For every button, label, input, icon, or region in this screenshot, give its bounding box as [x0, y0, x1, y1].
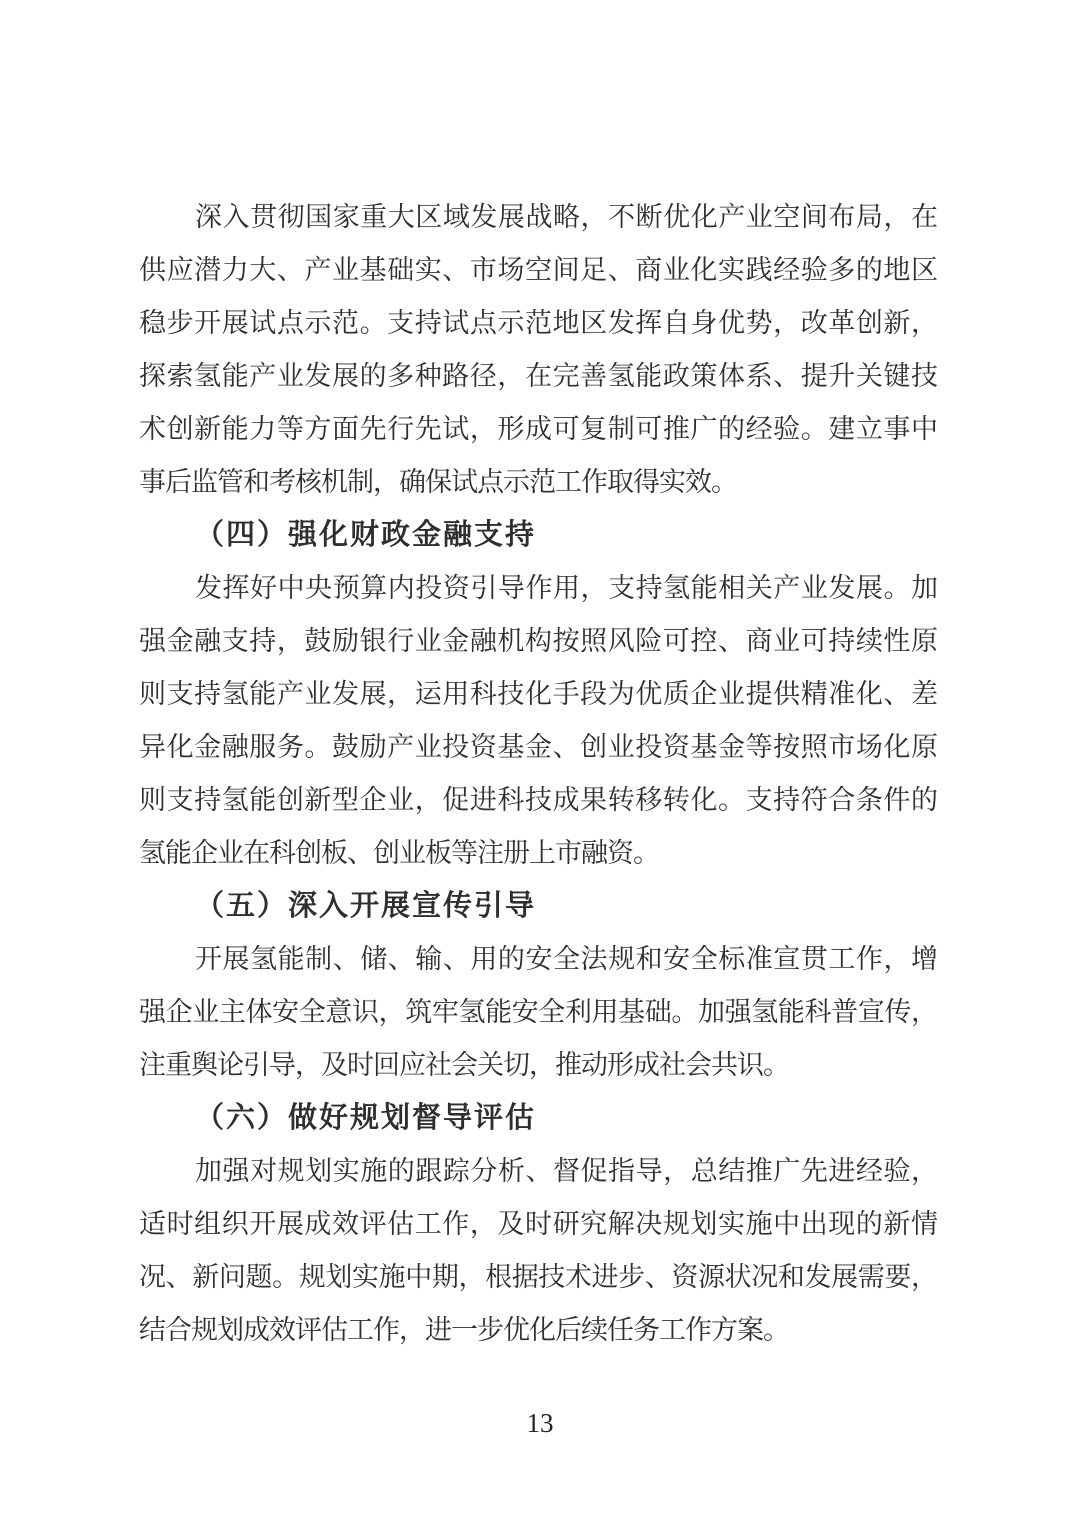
text-block [139, 191, 937, 1357]
paragraph-line: 适时组织开展成效评估工作，及时研究解决规划实施中出现的新情 [139, 1209, 937, 1239]
section-heading-6: （六）做好规划督导评估 [195, 1102, 537, 1134]
paragraph-line: 注重舆论引导，及时回应社会关切，推动形成社会共识。 [139, 1050, 789, 1080]
page-number: 13 [526, 1408, 554, 1438]
paragraph-line: 发挥好中央预算内投资引导作用，支持氢能相关产业发展。加 [195, 573, 937, 603]
paragraph-line: 开展氢能制、储、输、用的安全法规和安全标准宣贯工作，增 [195, 944, 937, 974]
paragraph-line: 加强对规划实施的跟踪分析、督促指导，总结推广先进经验， [195, 1156, 937, 1186]
paragraph-line: 术创新能力等方面先行先试，形成可复制可推广的经验。建立事中 [139, 414, 937, 444]
paragraph-line: 深入贯彻国家重大区域发展战略，不断优化产业空间布局，在 [195, 202, 937, 232]
paragraph-line: 强企业主体安全意识，筑牢氢能安全利用基础。加强氢能科普宣传， [139, 997, 937, 1027]
paragraph-line: 探索氢能产业发展的多种路径，在完善氢能政策体系、提升关键技 [139, 361, 937, 391]
paragraph-line: 供应潜力大、产业基础实、市场空间足、商业化实践经验多的地区 [139, 255, 937, 285]
paragraph-line: 氢能企业在科创板、创业板等注册上市融资。 [139, 838, 659, 868]
paragraph-line: 况、新问题。规划实施中期，根据技术进步、资源状况和发展需要， [139, 1262, 937, 1292]
paragraph-line: 结合规划成效评估工作，进一步优化后续任务工作方案。 [139, 1315, 789, 1345]
paragraph-line: 异化金融服务。鼓励产业投资基金、创业投资基金等按照市场化原 [139, 732, 937, 762]
paragraph-line: 则支持氢能创新型企业，促进科技成果转移转化。支持符合条件的 [139, 785, 937, 815]
paragraph-line: 稳步开展试点示范。支持试点示范地区发挥自身优势，改革创新， [139, 308, 937, 338]
paragraph-line: 强金融支持，鼓励银行业金融机构按照风险可控、商业可持续性原 [139, 626, 937, 656]
section-heading-5: （五）深入开展宣传引导 [195, 890, 537, 922]
paragraph-line: 则支持氢能产业发展，运用科技化手段为优质企业提供精准化、差 [139, 679, 937, 709]
section-heading-4: （四）强化财政金融支持 [195, 519, 537, 551]
paragraph-line: 事后监管和考核机制，确保试点示范工作取得实效。 [139, 467, 737, 497]
